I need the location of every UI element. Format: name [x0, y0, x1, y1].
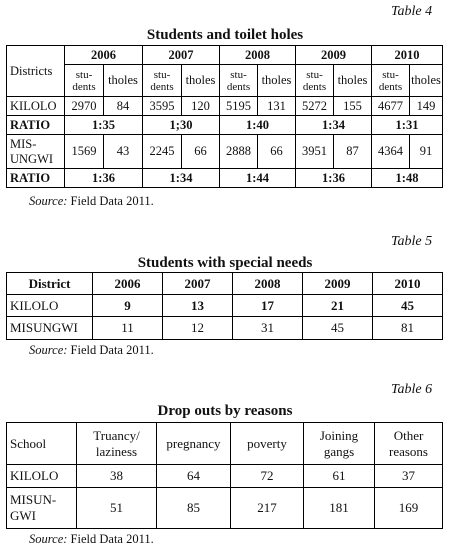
table6-label: Table 6 [391, 382, 433, 397]
table5-title: Students with special needs [137, 255, 313, 271]
table-cell: 13 [163, 295, 233, 317]
ratio-label: RATIO [7, 116, 65, 135]
source-text: Field Data 2011. [67, 343, 154, 357]
table-row [7, 465, 443, 488]
table-cell: 11 [93, 317, 163, 340]
table-cell: 2888 [220, 135, 258, 169]
table-cell: 2970 [65, 97, 104, 116]
district-name [7, 135, 65, 169]
ratio-cell: 1:48 [372, 169, 443, 188]
table-cell: 81 [373, 317, 443, 340]
table-cell: 3951 [296, 135, 334, 169]
year-header: 2008 [220, 46, 296, 65]
subheader-text: dents [302, 80, 327, 93]
school-name [7, 488, 77, 529]
table-cell: 217 [231, 488, 304, 529]
header-text: reasons [389, 443, 428, 459]
table-cell: 21 [303, 295, 373, 317]
ratio-cell: 1:34 [296, 116, 372, 135]
table-cell: 120 [182, 97, 220, 116]
table6 [6, 422, 443, 529]
ratio-cell: 1:40 [220, 116, 296, 135]
subheader-text: dents [72, 80, 96, 93]
table-cell: 1569 [65, 135, 104, 169]
school-name-part: MISUN- [10, 492, 57, 507]
subheader-text: stu- [153, 68, 171, 81]
students-subheader [65, 65, 104, 97]
table5-source [29, 343, 154, 358]
column-header: 2010 [373, 273, 443, 295]
ratio-cell: 1:36 [296, 169, 372, 188]
column-header [375, 423, 443, 465]
table-cell: 4677 [372, 97, 410, 116]
source-prefix: Source: [29, 194, 68, 208]
year-header: 2009 [296, 46, 372, 65]
table6-title: Drop outs by reasons [157, 403, 293, 419]
subheader-text: stu- [230, 68, 247, 81]
tholes-subheader: tholes [258, 65, 296, 97]
students-subheader [220, 65, 258, 97]
subheader-text: stu- [382, 68, 399, 81]
source-text: Field Data 2011. [67, 194, 154, 208]
table-cell: 45 [373, 295, 443, 317]
table-cell: 9 [93, 295, 163, 317]
subheader-text: dents [226, 80, 251, 93]
table-cell: 51 [77, 488, 157, 529]
school-name: KILOLO [7, 465, 77, 488]
table-cell: 181 [304, 488, 375, 529]
subheader-text: dents [150, 80, 174, 93]
district-name-part: UNGWI [10, 151, 54, 166]
district-name: KILOLO [7, 295, 93, 317]
header-text: Truancy/ [93, 427, 140, 443]
table-cell: 72 [231, 465, 304, 488]
school-name-part: GWI [10, 508, 36, 523]
table-cell: 31 [233, 317, 303, 340]
column-header: 2009 [303, 273, 373, 295]
header-text: Other [393, 427, 424, 443]
year-header: 2010 [372, 46, 443, 65]
table-cell: 85 [157, 488, 231, 529]
table-row [7, 169, 443, 188]
year-header: 2006 [65, 46, 143, 65]
table5 [6, 272, 443, 340]
table-cell: 3595 [143, 97, 182, 116]
table-cell: 66 [182, 135, 220, 169]
district-name: KILOLO [7, 97, 65, 116]
table-cell: 43 [104, 135, 143, 169]
table5-label: Table 5 [391, 234, 433, 249]
districts-header: Districts [7, 46, 65, 97]
tholes-subheader: tholes [334, 65, 372, 97]
table-cell: 4364 [372, 135, 410, 169]
subheader-text: stu- [306, 68, 323, 81]
students-subheader [372, 65, 410, 97]
column-header: 2006 [93, 273, 163, 295]
table-row [7, 116, 443, 135]
source-prefix: Source: [29, 343, 68, 357]
table-cell: 17 [233, 295, 303, 317]
ratio-cell: 1:35 [65, 116, 143, 135]
subheader-text: stu- [75, 68, 93, 81]
column-header: pregnancy [157, 423, 231, 465]
ratio-cell: 1:36 [65, 169, 143, 188]
ratio-label: RATIO [7, 169, 65, 188]
table6-source [29, 532, 154, 547]
table-cell: 38 [77, 465, 157, 488]
column-header: poverty [231, 423, 304, 465]
column-header: 2007 [163, 273, 233, 295]
table4-label: Table 4 [391, 4, 433, 19]
table-cell: 5195 [220, 97, 258, 116]
source-prefix: Source: [29, 532, 68, 546]
ratio-cell: 1:31 [372, 116, 443, 135]
students-subheader [296, 65, 334, 97]
table-cell: 91 [410, 135, 443, 169]
table-row [7, 295, 443, 317]
table-row [7, 488, 443, 529]
table-cell: 12 [163, 317, 233, 340]
table-cell: 64 [157, 465, 231, 488]
table-cell: 131 [258, 97, 296, 116]
column-header: School [7, 423, 77, 465]
table-cell: 5272 [296, 97, 334, 116]
table-cell: 37 [375, 465, 443, 488]
table-row [7, 317, 443, 340]
table-cell: 84 [104, 97, 143, 116]
ratio-cell: 1:34 [143, 169, 220, 188]
table-row [7, 97, 443, 116]
tholes-subheader: tholes [182, 65, 220, 97]
subheader-text: dents [378, 80, 403, 93]
table-cell: 61 [304, 465, 375, 488]
table-cell: 149 [410, 97, 443, 116]
header-text: Joining [319, 427, 359, 443]
table-cell: 87 [334, 135, 372, 169]
header-text: laziness [95, 443, 138, 459]
column-header: District [7, 273, 93, 295]
table4-title: Students and toilet holes [146, 27, 304, 43]
table-cell: 155 [334, 97, 372, 116]
tholes-subheader: tholes [104, 65, 143, 97]
ratio-cell: 1;30 [143, 116, 220, 135]
table4 [6, 45, 443, 188]
district-name: MISUNGWI [7, 317, 93, 340]
header-text: gangs [323, 443, 355, 459]
table-cell: 2245 [143, 135, 182, 169]
column-header [77, 423, 157, 465]
district-name-part: MIS- [10, 136, 37, 151]
source-text: Field Data 2011. [67, 532, 154, 546]
column-header [304, 423, 375, 465]
year-header: 2007 [143, 46, 220, 65]
table-cell: 66 [258, 135, 296, 169]
column-header: 2008 [233, 273, 303, 295]
table4-source [29, 194, 154, 209]
table-cell: 45 [303, 317, 373, 340]
table-row [7, 135, 443, 169]
table-cell: 169 [375, 488, 443, 529]
students-subheader [143, 65, 182, 97]
tholes-subheader: tholes [410, 65, 443, 97]
ratio-cell: 1:44 [220, 169, 296, 188]
